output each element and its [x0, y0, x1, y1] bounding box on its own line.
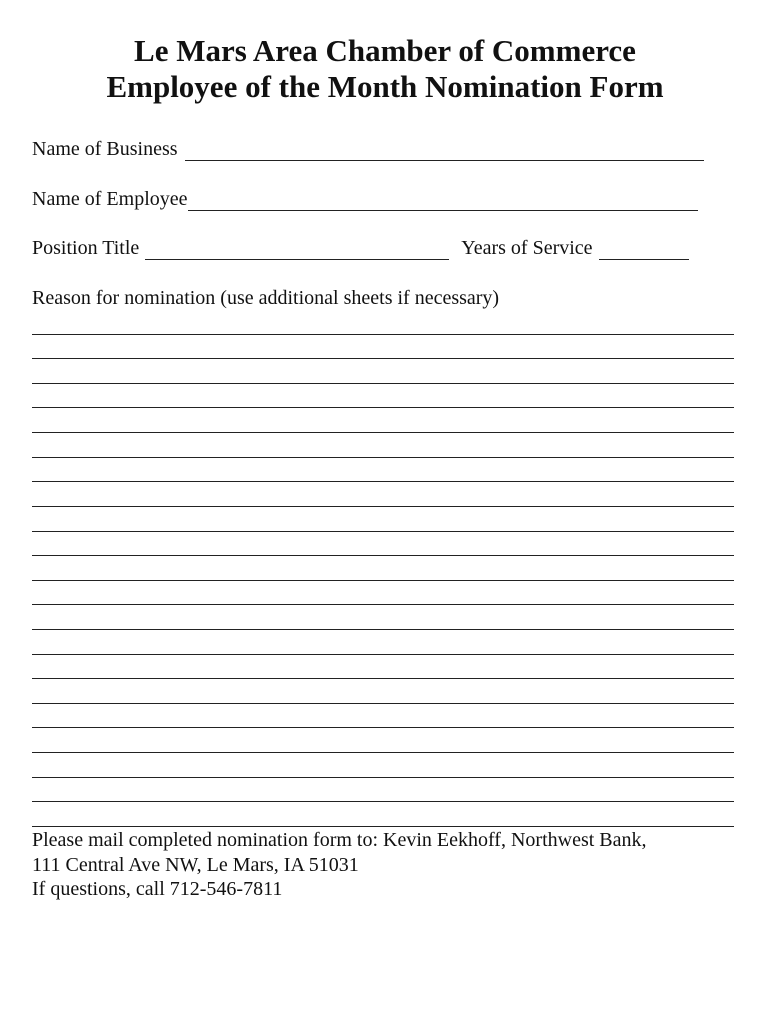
reason-line[interactable]: [32, 752, 734, 753]
form-title-form-name: Employee of the Month Nomination Form: [106, 69, 664, 104]
employee-name-field[interactable]: [188, 192, 698, 211]
business-name-row: [32, 137, 704, 161]
position-years-row: [32, 236, 689, 260]
mailing-instructions-line: Please mail completed nomination form to: Kevin Eekhoff, Northwest Bank,: [32, 829, 647, 851]
reason-label: Reason for nomination (use additional sheets if necessary): [32, 287, 500, 309]
years-of-service-field[interactable]: [599, 241, 689, 260]
reason-line[interactable]: [32, 555, 734, 556]
employee-name-label: Name of Employee: [32, 188, 188, 210]
mailing-address-line: 111 Central Ave NW, Le Mars, IA 51031: [32, 853, 359, 876]
reason-line[interactable]: [32, 604, 734, 605]
reason-line[interactable]: [32, 407, 734, 408]
reason-line[interactable]: [32, 826, 734, 827]
reason-line[interactable]: [32, 334, 734, 335]
contact-phone-line: If questions, call 712-546-7811: [32, 878, 283, 900]
employee-name-row: [32, 187, 698, 211]
reason-line[interactable]: [32, 506, 734, 507]
reason-line[interactable]: [32, 654, 734, 655]
years-of-service-label: Years of Service: [461, 237, 593, 259]
reason-line[interactable]: [32, 678, 734, 679]
reason-line[interactable]: [32, 481, 734, 482]
reason-line[interactable]: [32, 777, 734, 778]
reason-line[interactable]: [32, 580, 734, 581]
form-title-organization: Le Mars Area Chamber of Commerce: [134, 33, 636, 68]
reason-line[interactable]: [32, 629, 734, 630]
business-name-label: Name of Business: [32, 138, 178, 160]
reason-line[interactable]: [32, 358, 734, 359]
reason-line[interactable]: [32, 727, 734, 728]
reason-line[interactable]: [32, 383, 734, 384]
mailing-instructions: [32, 828, 647, 902]
reason-line[interactable]: [32, 801, 734, 802]
reason-line[interactable]: [32, 457, 734, 458]
position-title-field[interactable]: [145, 241, 449, 260]
reason-line[interactable]: [32, 703, 734, 704]
reason-line[interactable]: [32, 531, 734, 532]
position-title-label: Position Title: [32, 237, 140, 259]
business-name-field[interactable]: [185, 142, 704, 161]
reason-line[interactable]: [32, 432, 734, 433]
